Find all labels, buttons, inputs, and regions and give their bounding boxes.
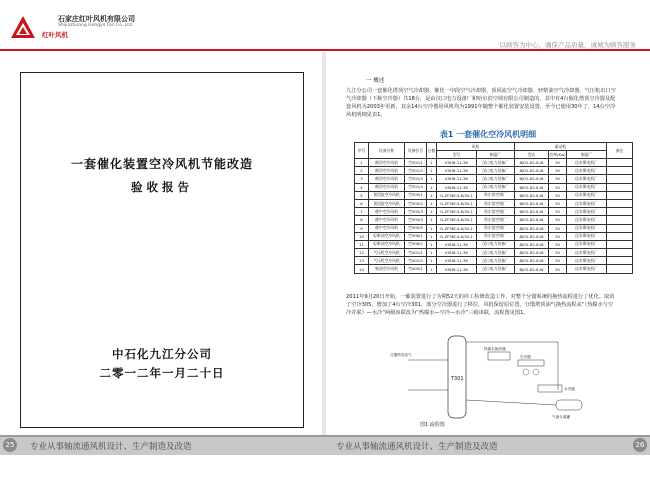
table-header-cell: 制造厂 — [567, 151, 607, 159]
table-cell: 30 — [549, 167, 567, 175]
table-row — [355, 191, 633, 199]
table-cell: 1 — [427, 216, 437, 224]
table-cell: 佳木斯电机厂 — [567, 257, 607, 265]
separator-drum-shape — [556, 400, 582, 410]
site-header — [0, 0, 650, 52]
table-cell: KSH6-11-36 — [437, 159, 477, 167]
report-organization: 中石化九江分公司 — [112, 347, 212, 361]
table-row — [355, 216, 633, 224]
table-cell: 8 — [355, 216, 369, 224]
section-title: 一 概述 — [366, 78, 385, 84]
table-cell: 30 — [549, 208, 567, 216]
table-cell: 气压机空冷风机 — [369, 257, 405, 265]
table-cell: 1 — [427, 257, 437, 265]
table-cell: 9 — [355, 224, 369, 232]
table-cell: G-ZF36C4-6/30-1 — [437, 208, 477, 216]
fan-detail-table — [354, 142, 633, 274]
company-name-en: Shijiazhuang Hongye Fan Co.,Ltd. — [58, 23, 134, 28]
air-cooler-shape — [518, 360, 544, 366]
table-cell: 催中空冷风机 — [369, 224, 405, 232]
table-cell: 30 — [549, 175, 567, 183]
table-cell: 哈尔滨空调厂 — [477, 216, 515, 224]
table-cell: 佳木斯电机厂 — [567, 216, 607, 224]
table-cell — [607, 216, 633, 224]
table-cell: 2 — [355, 167, 369, 175]
header-slogan: 以顾客为中心，确保产品质量，诚城为顾客服务 — [499, 41, 636, 49]
report-date: 二零一二年一月二十日 — [99, 366, 225, 380]
table-cell: BJO2-82-8-W — [515, 159, 549, 167]
table-cell: 佳木斯电机厂 — [567, 183, 607, 191]
table-cell: 30 — [549, 265, 567, 273]
left-page — [0, 52, 322, 437]
table-cell: 1 — [427, 199, 437, 207]
table-cell: 12 — [355, 249, 369, 257]
table-cell: 空401/1 — [405, 249, 427, 257]
page-number-left: 25 — [3, 438, 17, 452]
table-cell: 汉口电力设备厂 — [477, 167, 515, 175]
table-cell: 1 — [355, 159, 369, 167]
table-cell: 佳木斯电机厂 — [567, 249, 607, 257]
table-cell: 1 — [427, 224, 437, 232]
table-cell: G-ZF36C4-6/30-1 — [437, 191, 477, 199]
table-cell: 3 — [355, 175, 369, 183]
table-header-cell: 设备位号 — [405, 143, 427, 159]
table-cell: 汉口电力设备厂 — [477, 257, 515, 265]
table-cell: KSH6-11-36 — [437, 183, 477, 191]
table-row — [355, 199, 633, 207]
table-header-cell: 台数 — [427, 143, 437, 159]
table-cell — [607, 175, 633, 183]
table-cell: 哈尔滨空调厂 — [477, 191, 515, 199]
table-cell: 1 — [427, 240, 437, 248]
table-cell: 轻柴油空冷风机 — [369, 240, 405, 248]
table-cell — [607, 249, 633, 257]
fan-symbol — [533, 369, 539, 375]
table-cell: 30 — [549, 199, 567, 207]
table-cell: 空305/3 — [405, 208, 427, 216]
table-caption: 表1 一套催化空冷风机明细 — [439, 130, 537, 139]
table-row — [355, 159, 633, 167]
table-cell: KSH6-11-36 — [437, 167, 477, 175]
table-cell: 哈尔滨空调厂 — [477, 224, 515, 232]
table-cell: G-ZF36C4-6/30-1 — [437, 224, 477, 232]
table-cell: 1 — [427, 159, 437, 167]
table-cell: BJO2-82-8-W — [515, 240, 549, 248]
table-row — [355, 167, 633, 175]
table-row — [355, 265, 633, 273]
table-cell: 空306/2 — [405, 240, 427, 248]
page-footer — [0, 437, 650, 455]
table-cell: 空301/1 — [405, 159, 427, 167]
table-cell: KSH6-11-36 — [437, 265, 477, 273]
figure-caption: 图1 流程图 — [420, 422, 445, 428]
table-cell: 催中空冷风机 — [369, 216, 405, 224]
table-row — [355, 257, 633, 265]
table-cell: 汉口电力设备厂 — [477, 183, 515, 191]
table-cell: 佳木斯电机厂 — [567, 199, 607, 207]
fan-symbol — [523, 369, 529, 375]
retrofit-paragraph: 2011年9月20日开始，一催装置进行了为期52天的停工检修改造工作，对整个分馏系统的换热流程进行了优化。取消了空冷305，增加了4台空冷301，部分空冷器进行了移位，风机保留原位置，分馏塔顶油气换热流程从“（热媒水与空冷并联）—水冷”两级串联改为“热媒水—空冷—水冷”三级串联，流程图见图1。 — [346, 294, 615, 316]
table-cell — [607, 224, 633, 232]
table-cell: 5 — [355, 191, 369, 199]
table-cell: 1 — [427, 265, 437, 273]
table-row — [355, 183, 633, 191]
table-cell: 7 — [355, 208, 369, 216]
right-page — [326, 52, 650, 437]
table-cell: 汉口电力设备厂 — [477, 240, 515, 248]
footer-text-right: 专业从事轴流通风机设计、生产制造及改造 — [336, 442, 498, 452]
table-cell: 1 — [427, 191, 437, 199]
table-cell: 轻柴油空冷风机 — [369, 232, 405, 240]
table-header-cell: 型式 — [515, 151, 549, 159]
overview-paragraph: 九江分公司一套催化塔顶空气冷却器、催化一中段空气冷却器、顶回流空气冷却器、轻柴油空气冷却器、气压机出口空气冷却器（下称空冷器）共18台，是由汉口电力设备厂和哈尔滨空调有限公司制造的，其中有4台催化塔顶空冷器及配套风机为2003年更新，其余14台空冷器用风机均为1991年随整个催化装置安装设置，至今已使用30年了。14台空冷风机明细见表1。 — [346, 88, 616, 118]
diagram-label: 气液分离罐 — [552, 415, 570, 419]
table-header-cell: 设备名称 — [369, 143, 405, 159]
heat-exchanger-shape — [488, 352, 510, 360]
process-flow-diagram — [388, 330, 598, 426]
table-group-header-motor: 驱动机 — [515, 143, 607, 151]
table-cell: 汉口电力设备厂 — [477, 175, 515, 183]
table-cell: 催顶空冷风机 — [369, 183, 405, 191]
table-cell: 哈尔滨空调厂 — [477, 208, 515, 216]
bottom-margin — [0, 455, 650, 481]
table-cell — [607, 208, 633, 216]
brand-name: 红叶风机 — [42, 31, 68, 39]
table-cell: KSH6-11-36 — [437, 257, 477, 265]
table-cell: 佳木斯电机厂 — [567, 208, 607, 216]
report-cover-frame — [20, 72, 304, 428]
table-cell: BJO2-82-8-W — [515, 183, 549, 191]
table-cell — [607, 199, 633, 207]
table-cell: BJO2-82-8-W — [515, 199, 549, 207]
table-cell: 佳木斯电机厂 — [567, 265, 607, 273]
table-cell: BJO2-82-8-W — [515, 208, 549, 216]
table-cell: 10 — [355, 232, 369, 240]
table-cell — [607, 191, 633, 199]
table-cell: 空401/2 — [405, 257, 427, 265]
table-cell: 30 — [549, 191, 567, 199]
page-number-right: 26 — [633, 438, 647, 452]
table-cell: 佳木斯电机厂 — [567, 159, 607, 167]
table-cell: 佳木斯电机厂 — [567, 175, 607, 183]
table-cell: 空301/2 — [405, 167, 427, 175]
table-cell: KSH6-11-36 — [437, 249, 477, 257]
table-cell — [607, 257, 633, 265]
footer-text-left: 专业从事轴流通风机设计、生产制造及改造 — [30, 442, 192, 452]
table-cell — [607, 159, 633, 167]
table-cell: G-ZF36C4-6/30-1 — [437, 199, 477, 207]
table-cell: G-ZF36C4-6/30-1 — [437, 232, 477, 240]
table-cell: KSH6-11-36 — [437, 240, 477, 248]
table-header-cell: 制造厂 — [477, 151, 515, 159]
table-header-cell: 序号 — [355, 143, 369, 159]
table-cell: 佳木斯电机厂 — [567, 224, 607, 232]
table-cell — [607, 240, 633, 248]
table-cell — [607, 265, 633, 273]
table-header-cell: 型号 — [437, 151, 477, 159]
table-cell: 30 — [549, 159, 567, 167]
table-cell: 柴油空冷风机 — [369, 265, 405, 273]
table-cell: 30 — [549, 224, 567, 232]
table-cell: 催顶空冷风机 — [369, 159, 405, 167]
table-row — [355, 208, 633, 216]
table-cell: BJO2-82-8-W — [515, 249, 549, 257]
table-cell: 1 — [427, 208, 437, 216]
company-logo-icon — [8, 14, 38, 44]
table-row — [355, 175, 633, 183]
table-cell: 30 — [549, 183, 567, 191]
table-cell: 催顶空冷风机 — [369, 167, 405, 175]
table-cell: 佳木斯电机厂 — [567, 240, 607, 248]
table-cell: BJO2-82-8-W — [515, 167, 549, 175]
table-cell: 14 — [355, 265, 369, 273]
diagram-label: 热媒水换热器 — [484, 347, 506, 351]
table-cell: BJO2-82-8-W — [515, 175, 549, 183]
table-cell: 空305/2 — [405, 199, 427, 207]
table-row — [355, 232, 633, 240]
table-cell — [607, 183, 633, 191]
table-cell: 空306/1 — [405, 232, 427, 240]
table-cell: 1 — [427, 232, 437, 240]
table-cell: BJO2-82-8-W — [515, 216, 549, 224]
table-cell — [607, 167, 633, 175]
table-cell: KSH6-11-36 — [437, 175, 477, 183]
tower-label: T301 — [451, 376, 464, 382]
company-name-cn: 石家庄红叶风机有限公司 — [58, 15, 135, 23]
table-cell: 汉口电力设备厂 — [477, 249, 515, 257]
header-divider — [0, 49, 650, 51]
table-row — [355, 224, 633, 232]
table-cell: 30 — [549, 232, 567, 240]
table-cell: BJO2-82-8-W — [515, 257, 549, 265]
table-cell: 空305/4 — [405, 216, 427, 224]
table-header-cell: 备注 — [607, 143, 633, 159]
table-cell: BJO2-82-8-W — [515, 265, 549, 273]
report-title: 一套催化装置空冷风机节能改造 — [70, 157, 253, 171]
table-cell — [607, 232, 633, 240]
table-cell: 汉口电力设备厂 — [477, 159, 515, 167]
table-cell: 催中空冷风机 — [369, 208, 405, 216]
table-cell: 4 — [355, 183, 369, 191]
table-cell: 空305/5 — [405, 224, 427, 232]
table-cell: G-ZF36C4-6/30-1 — [437, 216, 477, 224]
table-cell: 6 — [355, 199, 369, 207]
diagram-label: 水冷器 — [564, 387, 575, 391]
table-cell: 13 — [355, 257, 369, 265]
table-cell: BJO2-82-8-W — [515, 191, 549, 199]
diagram-label: 空冷器 — [520, 355, 531, 359]
table-header-cell: 功率(Kw) — [549, 151, 566, 157]
table-cell: 30 — [549, 240, 567, 248]
table-cell: 哈尔滨空调厂 — [477, 232, 515, 240]
table-cell: 佳木斯电机厂 — [567, 191, 607, 199]
table-cell: 催顶空冷风机 — [369, 175, 405, 183]
table-cell: 空405/1 — [405, 265, 427, 273]
table-cell: 11 — [355, 240, 369, 248]
table-cell: 顶回流空冷风机 — [369, 191, 405, 199]
table-cell: 1 — [427, 167, 437, 175]
table-cell: 佳木斯电机厂 — [567, 167, 607, 175]
table-cell: 空301/3 — [405, 175, 427, 183]
table-cell: 佳木斯电机厂 — [567, 232, 607, 240]
table-row — [355, 249, 633, 257]
table-cell: 1 — [427, 249, 437, 257]
diagram-label: 分馏塔顶油气 — [390, 353, 412, 357]
table-cell: 气压机空冷风机 — [369, 249, 405, 257]
table-cell: 空301/4 — [405, 183, 427, 191]
table-cell: 30 — [549, 249, 567, 257]
table-cell: 顶回流空冷风机 — [369, 199, 405, 207]
table-cell: BJO2-82-8-W — [515, 232, 549, 240]
table-cell: 1 — [427, 175, 437, 183]
table-group-header-fan: 风机 — [437, 143, 515, 151]
table-cell: 哈尔滨空调厂 — [477, 199, 515, 207]
table-row — [355, 240, 633, 248]
table-cell: 汉口电力设备厂 — [477, 265, 515, 273]
report-subtitle: 验收报告 — [131, 180, 193, 194]
table-cell: 30 — [549, 257, 567, 265]
table-cell: 空305/1 — [405, 191, 427, 199]
table-cell: BJO2-82-8-W — [515, 224, 549, 232]
table-cell: 1 — [427, 183, 437, 191]
table-cell: 30 — [549, 216, 567, 224]
water-cooler-shape — [538, 385, 562, 392]
